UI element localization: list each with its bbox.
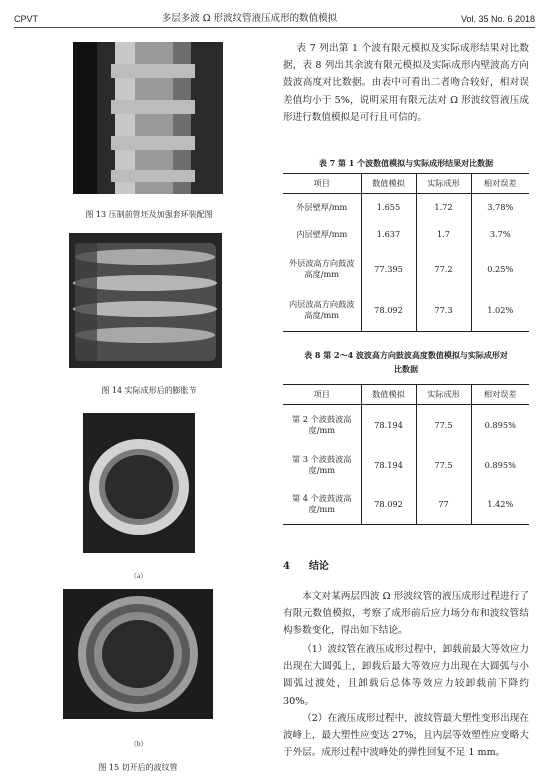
table-7-header-sim: 数值模拟 — [361, 174, 416, 194]
table-cell: 1.72 — [416, 194, 471, 221]
conclusion-point-1: （1）波纹管在液压成形过程中，卸载前最大等效应力出现在大圆弧上，卸载后最大等效应力出现在大圆弧与小圆弧过渡处，且卸载后总体等效应力较卸载前下降约 30%。 — [283, 644, 529, 707]
figure-13-caption: 图 13 压制前管坯及加强套环装配图 — [85, 210, 213, 219]
table-row — [283, 248, 529, 290]
table-cell: 0.895% — [484, 459, 516, 470]
table-cell: 78.092 — [361, 485, 416, 525]
pipe-assembly-image — [73, 42, 223, 194]
figure-15a-label: （a） — [130, 572, 148, 580]
figure-14-photo — [69, 233, 222, 368]
table-row — [283, 221, 529, 248]
table-8-header-error: 相对误差 — [471, 385, 529, 405]
table-cell: 77 — [416, 485, 471, 525]
table-row — [283, 445, 529, 485]
table-8-caption: 表 8 第 2～4 波波高方向鼓波高度数值模拟与实际成形对比数据 — [304, 350, 508, 374]
table-row — [283, 405, 529, 445]
section-title: 结论 — [308, 561, 329, 572]
expansion-joint-image — [69, 233, 222, 368]
table-7-caption: 表 7 第 1 个波数值模拟与实际成形结果对比数据 — [318, 158, 494, 168]
figure-15b-photo — [63, 589, 213, 719]
table-cell: 外层壁厚/mm — [283, 194, 361, 221]
figure-15-caption: 图 15 切开后的波纹管 — [98, 763, 178, 772]
table-cell: 3.78% — [487, 202, 514, 213]
table-row — [283, 290, 529, 332]
journal-abbrev: CPVT — [14, 14, 39, 24]
table-cell: 1.655 — [361, 194, 416, 221]
table-cell: 3.7% — [489, 229, 511, 239]
table-cell: 外层波高方向鼓波高度/mm — [283, 248, 361, 290]
intro-paragraph: 表 7 列出第 1 个波有限元模拟及实际成形结果对比数据，表 8 列出其余波有限元模拟及实际成形内壁波高方向鼓波高度对比数据。由表中可看出二者吻合较好，相对误差值均小于 5%，说明采用有限元法对 Ω 形波纹管液压成形进行数值模拟是可行且可信的。 — [283, 43, 529, 123]
cut-bellows-ring-image — [83, 413, 195, 553]
figure-14-caption: 图 14 实际成形后的膨胀节 — [101, 386, 197, 395]
table-row — [283, 194, 529, 221]
bellows-cross-section-image — [63, 589, 213, 719]
conclusion-intro: 本文对某两层四波 Ω 形波纹管的液压成形过程进行了有限元数值模拟，考察了成形前后应力场分布和波纹管结构参数变化，得出如下结论。 — [283, 591, 529, 637]
section-number: 4 — [283, 561, 290, 572]
table-cell: 77.395 — [361, 248, 416, 290]
table-8-header-actual: 实际成形 — [416, 385, 471, 405]
table-cell: 77.2 — [416, 248, 471, 290]
table-cell: 1.02% — [471, 290, 529, 332]
table-cell: 77.3 — [416, 290, 471, 332]
figure-15a-photo — [83, 413, 195, 553]
page-header — [14, 8, 535, 28]
figure-13-photo — [73, 42, 223, 194]
table-cell: 77.5 — [416, 405, 471, 445]
section-heading — [283, 557, 329, 572]
table-7-header-actual: 实际成形 — [416, 174, 471, 194]
table-cell: 第 4 个波鼓波高度/mm — [283, 485, 361, 525]
table-cell: 78.194 — [361, 445, 416, 485]
table-row — [283, 485, 529, 525]
table-8-header-sim: 数值模拟 — [361, 385, 416, 405]
table-7 — [283, 173, 529, 332]
table-7-header-item: 项目 — [283, 174, 361, 194]
table-cell: 第 2 个波鼓波高度/mm — [283, 405, 361, 445]
table-7-header-error: 相对误差 — [471, 174, 529, 194]
table-cell: 0.25% — [487, 263, 514, 274]
table-cell: 78.092 — [361, 290, 416, 332]
table-cell: 内层波高方向鼓波高度/mm — [283, 290, 361, 332]
table-cell: 1.7 — [416, 221, 471, 248]
table-8-header-item: 项目 — [283, 385, 361, 405]
volume-info: Vol. 35 No. 6 2018 — [460, 14, 535, 24]
table-8 — [283, 384, 529, 525]
figure-15b-label: （b） — [130, 740, 148, 748]
table-cell: 1.42% — [471, 485, 529, 525]
table-cell: 77.5 — [416, 445, 471, 485]
conclusion-point-2: （2）在液压成形过程中，波纹管最大塑性变形出现在波峰上，最大塑性应变达 27%，且内层等效塑性应变略大于外层。成形过程中波峰处的弹性回复不足 1 mm。 — [283, 713, 529, 759]
table-cell: 1.637 — [361, 221, 416, 248]
table-cell: 内层壁厚/mm — [283, 221, 361, 248]
table-cell: 第 3 个波鼓波高度/mm — [283, 445, 361, 485]
table-cell: 0.895% — [484, 419, 516, 430]
table-cell: 78.194 — [361, 405, 416, 445]
running-title: 多层多波 Ω 形波纹管液压成形的数值模拟 — [161, 13, 338, 24]
